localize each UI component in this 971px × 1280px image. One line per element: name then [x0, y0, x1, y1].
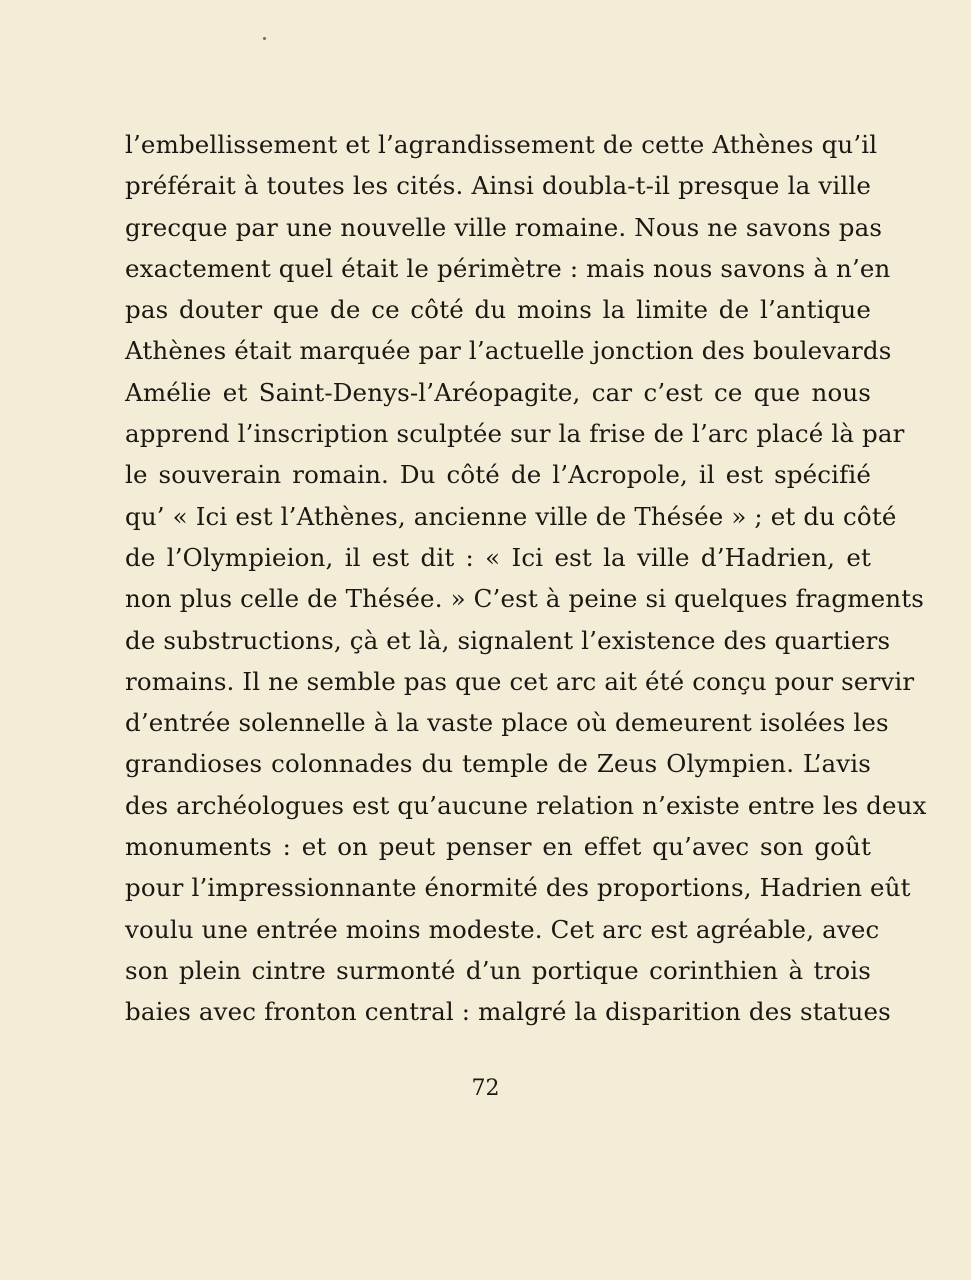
text-line: grandioses colonnades du temple de Zeus Olympien. L’avis [125, 749, 871, 779]
text-line: Amélie et Saint-Denys-l’Aréopagite, car c’est ce que nous [125, 377, 871, 407]
text-line: préférait à toutes les cités. Ainsi doubla-t-il presque la ville [125, 171, 871, 201]
text-line: pas douter que de ce côté du moins la limite de l’antique [125, 295, 871, 325]
text-line: non plus celle de Thésée. » C’est à peine si quelques fragments [125, 584, 924, 614]
text-line: apprend l’inscription sculptée sur la frise de l’arc placé là par [125, 419, 905, 449]
paper-speck [263, 37, 266, 40]
text-line: son plein cintre surmonté d’un portique corinthien à trois [125, 955, 871, 985]
text-line: d’entrée solennelle à la vaste place où demeurent isolées les [125, 708, 889, 738]
text-line: l’embellissement et l’agrandissement de cette Athènes qu’il [125, 130, 878, 159]
page-number: 72 [471, 1076, 500, 1101]
text-line: voulu une entrée moins modeste. Cet arc est agréable, avec [125, 914, 880, 944]
text-line: Athènes était marquée par l’actuelle jonction des boulevards [125, 336, 892, 366]
text-line: de substructions, çà et là, signalent l’existence des quartiers [125, 625, 891, 655]
text-line: baies avec fronton central : malgré la disparition des statues [125, 997, 891, 1027]
text-line: le souverain romain. Du côté de l’Acropole, il est spécifié [125, 460, 871, 490]
text-line: monuments : et on peut penser en effet qu’avec son goût [125, 832, 871, 862]
body-text [125, 124, 927, 1033]
text-line: exactement quel était le périmètre : mais nous savons à n’en [125, 253, 891, 283]
text-line: des archéologues est qu’aucune relation n’existe entre les deux [125, 790, 927, 820]
text-line: grecque par une nouvelle ville romaine. Nous ne savons pas [125, 212, 883, 242]
text-line: romains. Il ne semble pas que cet arc ait été conçu pour servir [125, 666, 915, 696]
text-line: pour l’impressionnante énormité des proportions, Hadrien eût [125, 873, 911, 903]
text-line: qu’ « Ici est l’Athènes, ancienne ville de Thésée » ; et du côté [125, 501, 897, 531]
text-line: de l’Olympieion, il est dit : « Ici est la ville d’Hadrien, et [125, 542, 871, 572]
